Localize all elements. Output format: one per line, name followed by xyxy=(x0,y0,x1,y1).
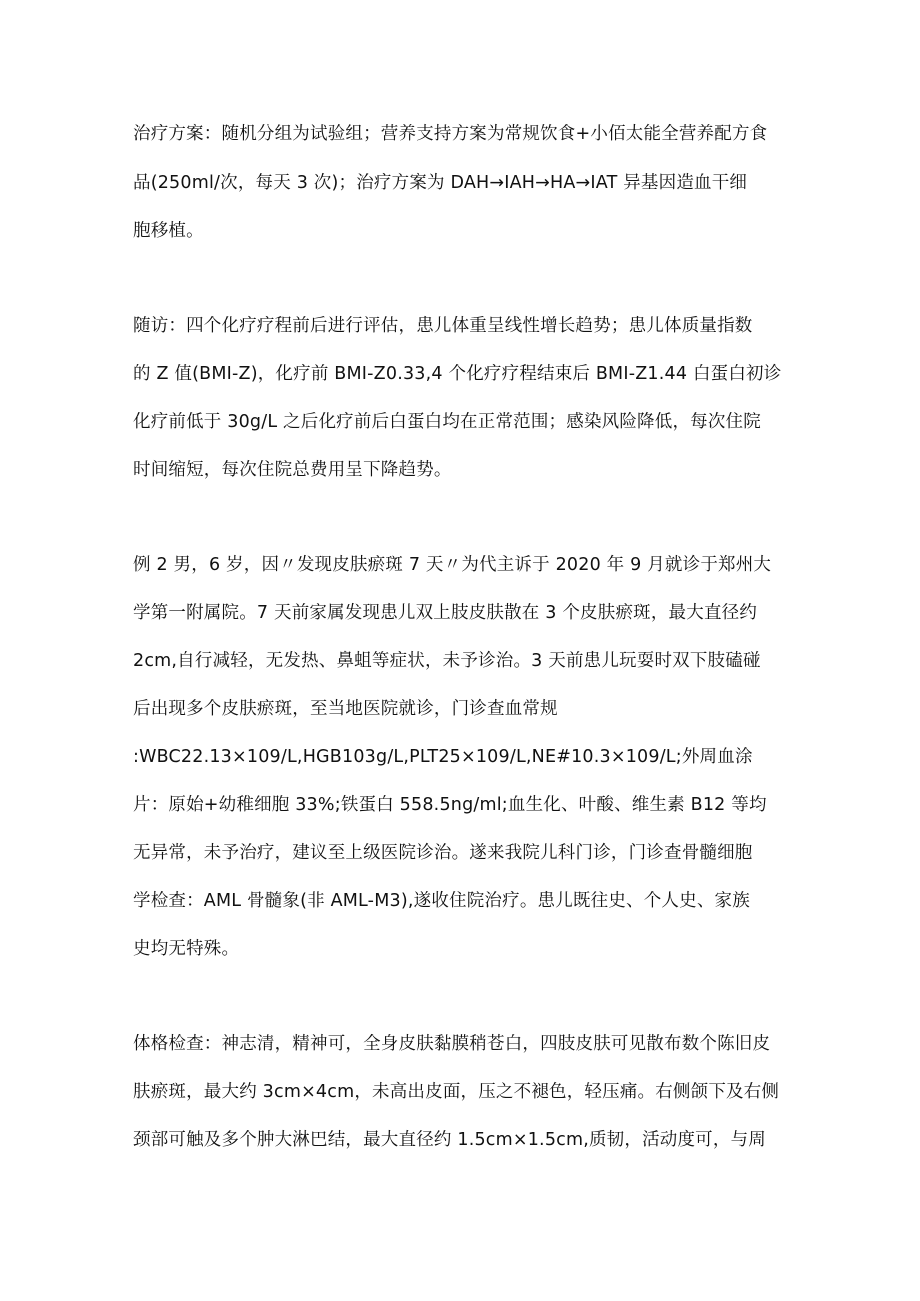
text-line: 后出现多个皮肤瘀斑，至当地医院就诊，门诊查血常规 xyxy=(133,699,558,719)
text-line: 肤瘀斑，最大约 3cm×4cm，未高出皮面，压之不褪色，轻压痛。右侧颌下及右侧 xyxy=(133,1082,780,1102)
text-line: 片：原始+幼稚细胞 33%;铁蛋白 558.5ng/ml;血生化、叶酸、维生素 B12 等均 xyxy=(133,795,767,815)
text-line: 体格检查：神志清，精神可，全身皮肤黏膜稍苍白，四肢皮肤可见散布数个陈旧皮 xyxy=(133,1034,771,1054)
text-line: 随访：四个化疗疗程前后进行评估，患儿体重呈线性增长趋势；患儿体质量指数 xyxy=(133,316,753,336)
text-line: 的 Z 值(BMI-Z)，化疗前 BMI-Z0.33,4 个化疗疗程结束后 BMI-Z1.44 白蛋白初诊 xyxy=(133,364,782,384)
text-line: 例 2 男，6 岁，因〃发现皮肤瘀斑 7 天〃为代主诉于 2020 年 9 月就诊于郑州大 xyxy=(133,555,772,575)
text-line: 史均无特殊。 xyxy=(133,939,240,959)
text-line: 胞移植。 xyxy=(133,221,204,241)
text-line: 颈部可触及多个肿大淋巴结，最大直径约 1.5cm×1.5cm,质韧，活动度可，与周 xyxy=(133,1130,766,1150)
text-line: :WBC22.13×109/L,HGB103g/L,PLT25×109/L,NE#10.3×109/L;外周血涂 xyxy=(133,747,753,767)
text-line: 化疗前低于 30g/L 之后化疗前后白蛋白均在正常范围；感染风险降低，每次住院 xyxy=(133,412,761,432)
text-line: 学第一附属院。7 天前家属发现患儿双上肢皮肤散在 3 个皮肤瘀斑，最大直径约 xyxy=(133,603,758,623)
text-line: 时间缩短，每次住院总费用呈下降趋势。 xyxy=(133,460,452,480)
text-line: 无异常，未予治疗，建议至上级医院诊治。遂来我院儿科门诊，门诊查骨髓细胞 xyxy=(133,843,753,863)
text-line: 治疗方案：随机分组为试验组；营养支持方案为常规饮食+小佰太能全营养配方食 xyxy=(133,124,768,144)
text-line: 2cm,自行减轻，无发热、鼻蛆等症状，未予诊治。3 天前患儿玩耍时双下肢磕碰 xyxy=(133,651,761,671)
text-line: 学检查：AML 骨髓象(非 AML-M3),遂收住院治疗。患儿既往史、个人史、家族 xyxy=(133,891,750,911)
text-line: 品(250ml/次，每天 3 次)；治疗方案为 DAH→IAH→HA→IAT 异基因造血干细 xyxy=(133,173,748,193)
